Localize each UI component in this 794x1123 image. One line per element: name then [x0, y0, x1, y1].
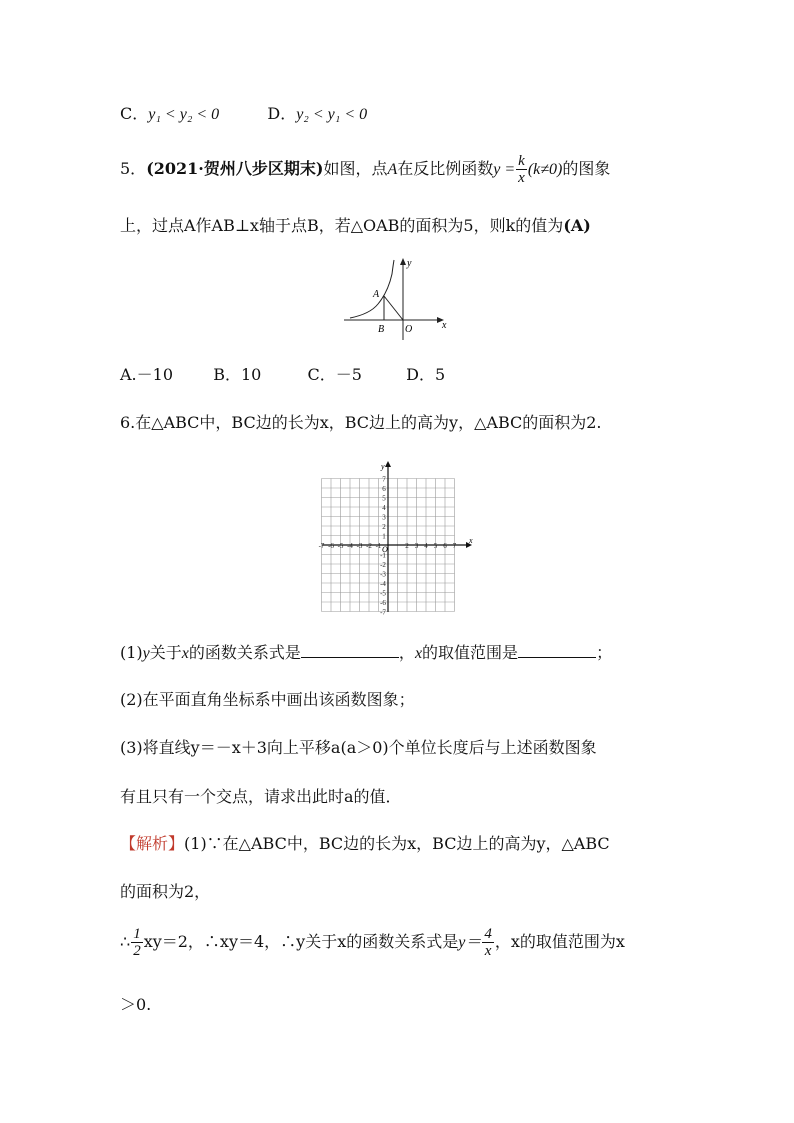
x-tick-label: 4: [424, 542, 428, 550]
y-tick-label: -1: [380, 551, 386, 560]
x-tick-label: -1: [375, 542, 382, 550]
q5-line2-text: 上，过点A作AB⊥x轴于点B，若△OAB的面积为5，则k的值为: [120, 216, 564, 235]
q6-p1-blank-range[interactable]: [518, 643, 596, 658]
q6-part3-line1: (3)将直线y＝－x＋3向上平移a(a＞0)个单位长度后与上述函数图象: [120, 738, 597, 757]
q5-fig-b-label: B: [378, 324, 385, 335]
q5-point-a: A: [387, 161, 398, 178]
solution-frac-half: [131, 926, 143, 959]
x-tick-label: 3: [414, 542, 419, 550]
y-tick-label: 4: [382, 504, 386, 512]
solution-line3: [120, 924, 625, 961]
solution-line1: [120, 834, 610, 854]
x-tick-label: 5: [433, 542, 438, 550]
q6-part1: [120, 643, 612, 664]
q5-hyperbola-curve: [350, 260, 394, 318]
q5-question-line1: [120, 152, 610, 187]
q6-y-axis-arrow: [385, 461, 391, 467]
q5-frac-den: x: [518, 170, 525, 186]
x-tick-label: 2: [405, 542, 409, 550]
y-tick-label: 1: [382, 532, 386, 541]
y-tick-label: 3: [382, 513, 386, 522]
q5-fig-x-label: x: [442, 320, 447, 331]
q4-option-d-label: D．: [267, 104, 297, 123]
q6-p1-c: 关于: [149, 643, 182, 662]
q5-fig-y-label: y: [407, 258, 412, 269]
q5-func-cond: (k≠0): [527, 161, 563, 178]
q6-p1-g: x: [414, 645, 423, 662]
q6-p1-e: 的函数关系式是: [188, 643, 301, 662]
q5-hyperbola-figure: [340, 254, 460, 342]
q5-options-row: [120, 365, 445, 385]
y-tick-label: -5: [380, 589, 386, 598]
q5-text2: 在反比例函数: [397, 159, 494, 178]
y-tick-label: -2: [380, 561, 386, 569]
q6-p1-blank-function[interactable]: [301, 643, 399, 658]
q5-fig-a-label: A: [373, 289, 380, 300]
solution-therefore: ∴: [120, 932, 131, 951]
q6-p1-h: 的取值范围是: [422, 643, 519, 662]
solution-four-den: x: [484, 943, 492, 959]
x-tick-label: -7: [318, 542, 325, 550]
q6-p1-b: y: [142, 645, 150, 662]
q5-option-d: D．5: [406, 365, 446, 384]
q5-fig-o-label: O: [405, 324, 413, 335]
x-tick-label: 6: [443, 542, 447, 550]
q4-options-row: [120, 104, 367, 125]
q6-p1-f: ，: [398, 643, 415, 662]
x-tick-label: 7: [452, 542, 457, 550]
q5-question-line2: [120, 216, 591, 236]
q4-option-c-label: C．: [120, 104, 149, 123]
solution-tag: 【解析】: [120, 834, 185, 853]
q5-source: (2021·贺州八步区期末): [146, 159, 324, 178]
x-tick-label: -5: [337, 542, 344, 550]
solution-line3-b: y＝: [458, 934, 482, 951]
x-tick-label: -6: [328, 542, 334, 550]
y-tick-label: 5: [382, 494, 386, 503]
q5-fraction-k-over-x: [516, 153, 527, 186]
q6-grid-origin-label: O: [382, 545, 388, 554]
q5-answer: (A): [563, 216, 591, 235]
solution-four-num: 4: [484, 926, 492, 942]
solution-line3-c: ，x的取值范围为x: [494, 932, 625, 951]
y-tick-label: -3: [380, 570, 386, 579]
q4-option-c-expr: y₁ < y₂ < 0: [148, 106, 220, 123]
q6-p1-i: ；: [596, 643, 613, 662]
x-tick-label: -3: [356, 542, 363, 550]
solution-line4: ＞0.: [120, 995, 152, 1014]
q5-option-a: A.－10: [120, 365, 174, 384]
solution-line2: 的面积为2，: [120, 882, 211, 901]
solution-half-den: 2: [133, 943, 141, 959]
x-tick-label: -2: [366, 542, 372, 550]
y-tick-label: 7: [382, 475, 386, 484]
q6-part2: (2)在平面直角坐标系中画出该函数图象；: [120, 690, 415, 709]
y-tick-label: -6: [380, 599, 386, 607]
y-tick-label: -4: [380, 580, 386, 588]
q5-text1: 如图，点: [323, 159, 388, 178]
q4-option-d-expr: y₂ < y₁ < 0: [296, 106, 368, 123]
q6-part3-line2: 有且只有一个交点，请求出此时a的值．: [120, 787, 402, 806]
q5-option-c: C．－5: [307, 365, 362, 384]
solution-line1-text: (1)∵在△ABC中，BC边的长为x，BC边上的高为y，△ABC: [184, 834, 610, 853]
x-tick-label: -4: [347, 542, 353, 550]
solution-line3-a: xy＝2，∴xy＝4，∴y关于x的函数关系式是: [143, 932, 459, 951]
solution-frac-four-over-x: [482, 926, 494, 959]
solution-half-num: 1: [133, 926, 141, 942]
q5-number: 5．: [120, 159, 147, 178]
q6-grid-y-label: y: [381, 462, 385, 471]
q6-grid-x-label: x: [469, 536, 473, 545]
q5-y-axis-arrow: [400, 258, 406, 265]
y-tick-label: 6: [382, 485, 386, 493]
q6-question-line1: 6.在△ABC中，BC边的长为x，BC边上的高为y，△ABC的面积为2.: [120, 413, 602, 432]
q5-segment-ao: [384, 296, 403, 320]
q5-text3: 的图象: [562, 159, 611, 178]
q5-func-lhs: y =: [493, 161, 516, 178]
q6-p1-d: x: [181, 645, 189, 662]
q6-coordinate-grid: [318, 460, 476, 616]
y-tick-label: 2: [382, 523, 386, 531]
y-tick-label: -7: [380, 608, 386, 616]
q6-p1-a: (1): [120, 643, 143, 662]
q5-frac-num: k: [518, 153, 525, 169]
q5-option-b: B．10: [213, 365, 262, 384]
